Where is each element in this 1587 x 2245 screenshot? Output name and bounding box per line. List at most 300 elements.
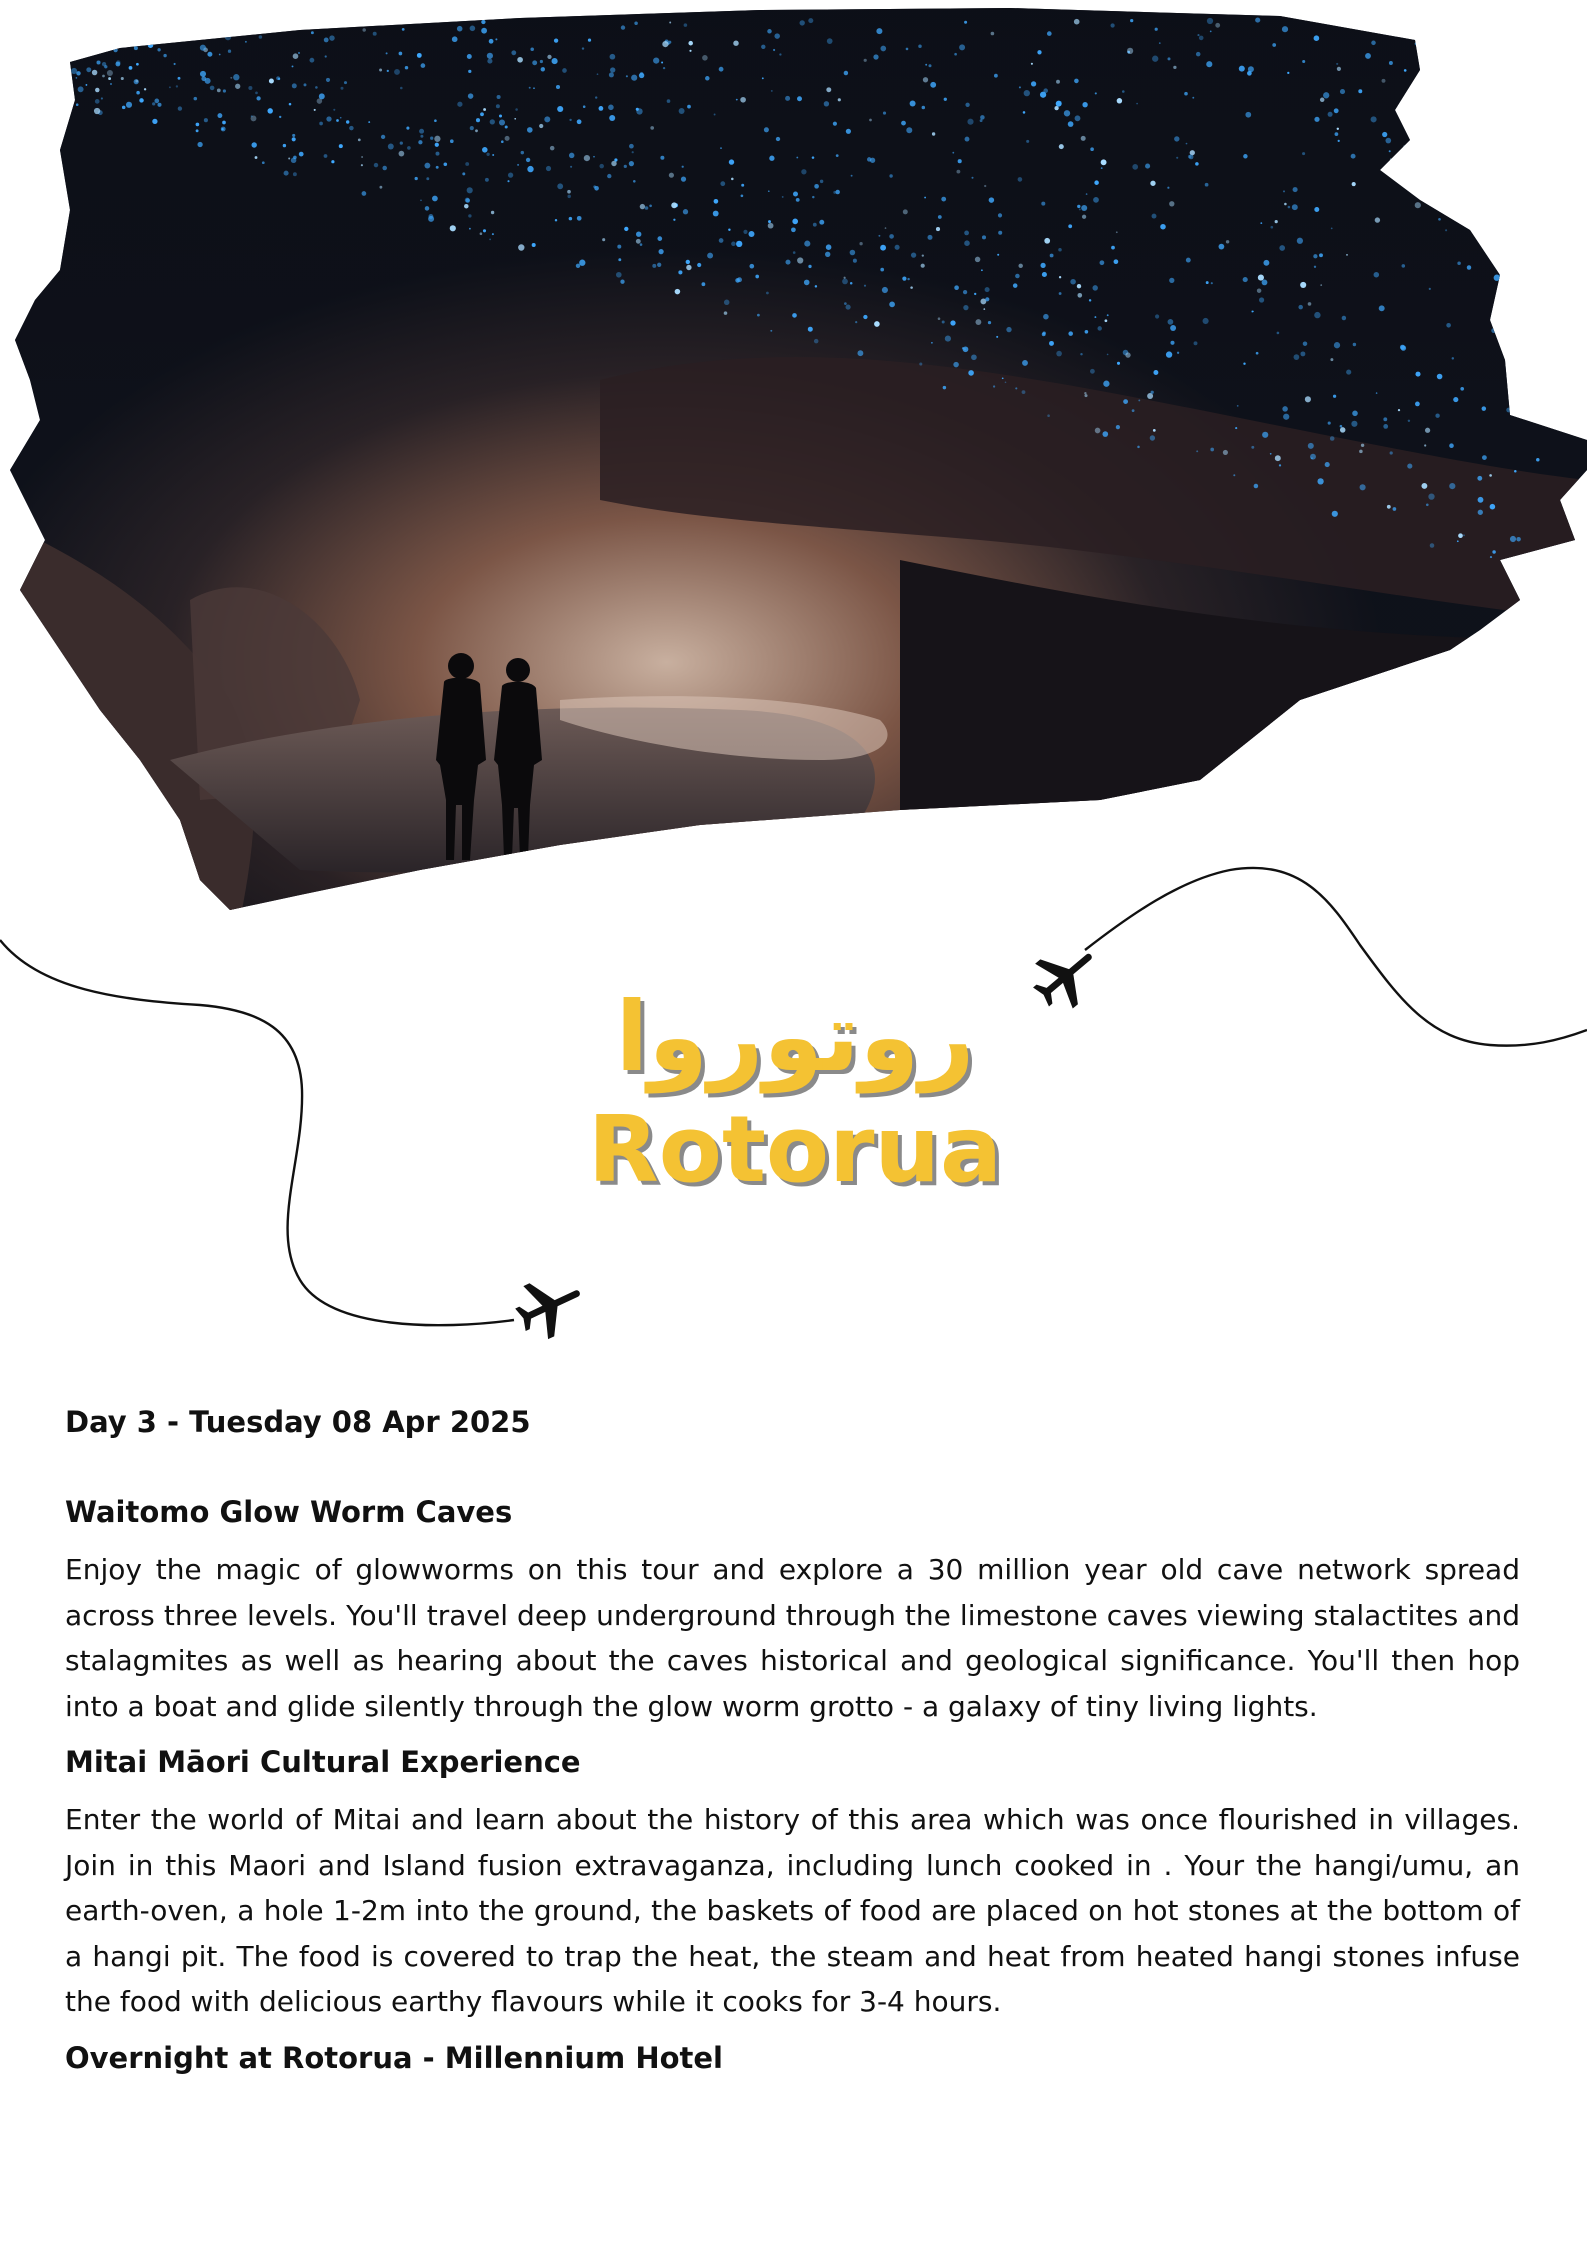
glowworm-light [885,227,887,229]
glowworm-light [928,64,931,67]
glowworm-light [248,86,252,90]
glowworm-light [705,76,710,81]
glowworm-light [293,156,297,160]
glowworm-light [1210,31,1212,33]
glowworm-light [1514,470,1517,473]
glowworm-light [1255,18,1260,23]
glowworm-light [579,260,585,266]
glowworm-light [1337,67,1341,71]
glowworm-light [1059,276,1061,278]
glowworm-light [883,112,886,115]
glowworm-light [921,264,925,268]
glowworm-light [749,231,755,237]
glowworm-light [247,30,252,35]
glowworm-light [998,213,1002,217]
glowworm-light [826,87,831,92]
glowworm-light [1457,540,1459,542]
glowworm-light [1510,536,1516,542]
glowworm-light [922,254,924,256]
glowworm-light [1022,360,1028,366]
glowworm-light [547,55,551,59]
glowworm-light [495,38,497,40]
glowworm-light [1243,277,1248,282]
glowworm-light [1332,511,1338,517]
glowworm-light [204,118,208,122]
glowworm-light [971,177,973,179]
glowworm-light [1535,315,1541,321]
glowworm-light [994,74,998,78]
glowworm-light [499,119,505,125]
glowworm-light [996,336,998,338]
glowworm-light [1159,42,1161,44]
glowworm-light [489,39,494,44]
glowworm-light [645,206,649,210]
glowworm-light [1460,387,1464,391]
glowworm-light [299,152,304,157]
glowworm-light [804,241,810,247]
glowworm-light [1085,330,1089,334]
glowworm-light [588,38,591,41]
glowworm-light [1320,284,1322,286]
glowworm-light [1390,451,1393,454]
glowworm-light [902,277,906,281]
glowworm-light [1169,201,1174,206]
glowworm-light [394,69,400,75]
glowworm-light [702,55,708,61]
glowworm-light [1190,150,1195,155]
glowworm-light [1155,28,1158,31]
glowworm-light [511,50,516,55]
glowworm-light [444,163,448,167]
glowworm-light [1491,328,1496,333]
glowworm-light [467,187,473,193]
glowworm-light [482,147,488,153]
glowworm-light [1374,272,1380,278]
glowworm-light [1153,370,1158,375]
glowworm-light [491,211,494,214]
glowworm-light [570,166,572,168]
glowworm-light [293,53,299,59]
glowworm-light [157,103,161,107]
glowworm-light [889,234,894,239]
glowworm-light [532,243,536,247]
glowworm-light [1300,351,1305,356]
glowworm-light [1279,464,1281,466]
glowworm-light [415,177,418,180]
glowworm-light [1111,246,1115,250]
glowworm-light [1449,443,1454,448]
glowworm-light [593,156,595,158]
glowworm-light [554,38,558,42]
glowworm-light [85,84,87,86]
glowworm-light [779,53,781,55]
glowworm-light [1420,17,1425,22]
glowworm-light [486,153,489,156]
glowworm-light [1005,381,1007,383]
glowworm-light [62,62,66,66]
glowworm-light [938,317,941,320]
glowworm-light [340,117,342,119]
glowworm-light [219,54,221,56]
glowworm-light [652,264,656,268]
glowworm-light [358,139,361,142]
glowworm-light [776,137,780,141]
glowworm-light [480,112,484,116]
glowworm-light [1497,129,1500,132]
glowworm-light [386,52,388,54]
glowworm-light [683,209,688,214]
glowworm-light [1254,484,1259,489]
glowworm-light [1489,474,1492,477]
glowworm-light [1006,327,1011,332]
glowworm-light [1365,53,1371,59]
glowworm-light [944,98,947,101]
glowworm-light [256,96,260,100]
glowworm-light [1090,147,1094,151]
glowworm-light [1196,52,1201,57]
glowworm-light [729,159,734,164]
glowworm-light [1170,325,1176,331]
glowworm-light [210,86,215,91]
glowworm-light [1340,89,1345,94]
glowworm-light [981,269,983,271]
glowworm-light [938,215,942,219]
glowworm-light [1123,399,1128,404]
glowworm-light [889,302,895,308]
glowworm-light [1499,274,1502,277]
glowworm-light [144,88,146,90]
glowworm-light [1352,411,1358,417]
glowworm-light [94,108,100,114]
glowworm-light [964,21,967,24]
glowworm-light [1385,138,1391,144]
glowworm-light [1509,327,1512,330]
glowworm-light [1013,283,1018,288]
glowworm-light [121,77,124,80]
glowworm-light [1303,341,1308,346]
glowworm-light [304,83,307,86]
glowworm-light [223,89,226,92]
glowworm-light [148,42,153,47]
glowworm-light [689,50,691,52]
glowworm-light [483,108,486,111]
glowworm-light [766,292,769,295]
glowworm-light [952,152,954,154]
glowworm-light [190,25,194,29]
glowworm-light [846,305,851,310]
glowworm-light [1233,474,1235,476]
glowworm-light [288,158,290,160]
glowworm-light [982,235,986,239]
glowworm-light [152,119,157,124]
glowworm-light [1105,319,1108,322]
glowworm-light [964,231,969,236]
glowworm-light [432,196,438,202]
glowworm-light [476,118,480,122]
glowworm-light [1116,425,1120,429]
glowworm-light [400,141,403,144]
glowworm-light [492,154,494,156]
glowworm-light [1197,34,1199,36]
glowworm-light [326,78,330,82]
glowworm-light [1043,314,1049,320]
glowworm-light [101,97,103,99]
glowworm-light [616,272,622,278]
glowworm-light [1107,314,1109,316]
glowworm-light [720,147,722,149]
glowworm-light [1262,279,1268,285]
glowworm-light [1166,351,1172,357]
glowworm-light [792,313,797,318]
glowworm-light [720,181,725,186]
glowworm-light [1305,396,1311,402]
glowworm-light [1302,60,1305,63]
glowworm-light [669,173,674,178]
glowworm-light [1177,352,1179,354]
glowworm-light [1292,204,1298,210]
glowworm-light [764,127,769,132]
overnight-info: Overnight at Rotorua - Millennium Hotel [65,2040,723,2075]
glowworm-light [98,23,103,28]
glowworm-light [293,172,297,176]
glowworm-light [1194,341,1198,345]
glowworm-light [774,33,780,39]
glowworm-light [1270,453,1272,455]
glowworm-light [462,172,465,175]
glowworm-light [1058,248,1062,252]
glowworm-light [533,87,535,89]
glowworm-light [1189,155,1194,160]
glowworm-light [103,43,106,46]
glowworm-light [197,34,199,36]
glowworm-light [993,385,995,387]
glowworm-light [931,342,933,344]
glowworm-light [465,198,470,203]
glowworm-light [255,156,258,159]
glowworm-light [361,164,363,166]
glowworm-light [468,214,471,217]
glowworm-light [311,31,314,34]
glowworm-light [878,235,880,237]
glowworm-light [844,302,847,305]
glowworm-light [1495,69,1497,71]
glowworm-light [620,280,624,284]
glowworm-light [607,174,611,178]
glowworm-light [157,48,160,51]
glowworm-light [1103,381,1109,387]
glowworm-light [959,44,965,50]
glowworm-light [1153,429,1156,432]
glowworm-light [178,77,181,80]
glowworm-light [1342,316,1346,320]
glowworm-light [911,252,916,257]
glowworm-light [923,77,928,82]
glowworm-light [1138,399,1140,401]
glowworm-light [136,91,140,95]
glowworm-light [116,60,120,64]
glowworm-light [163,54,166,57]
glowworm-light [1059,144,1064,149]
glowworm-light [1383,424,1388,429]
glowworm-light [174,63,176,65]
glowworm-light [640,204,645,209]
glowworm-light [107,34,112,39]
glowworm-light [289,103,292,106]
glowworm-light [684,23,688,27]
glowworm-light [808,18,813,23]
glowworm-light [1226,240,1229,243]
glowworm-light [1495,102,1499,106]
glowworm-light [550,146,555,151]
glowworm-light [1068,331,1073,336]
glowworm-light [1150,181,1155,186]
glowworm-light [1330,436,1335,441]
glowworm-light [1491,200,1495,204]
glowworm-light [673,219,675,221]
glowworm-light [679,108,685,114]
glowworm-light [529,87,531,89]
glowworm-light [134,46,138,50]
glowworm-light [1023,111,1026,114]
glowworm-light [687,105,691,109]
glowworm-light [368,121,370,123]
glowworm-light [1490,504,1496,510]
glowworm-light [1137,446,1140,449]
glowworm-light [636,239,641,244]
glowworm-light [629,161,634,166]
glowworm-light [532,60,537,65]
glowworm-light [1152,56,1158,62]
glowworm-light [424,163,430,169]
glowworm-light [1031,63,1033,65]
glowworm-light [259,35,263,39]
glowworm-light [609,72,614,77]
glowworm-light [662,41,668,47]
glowworm-light [1408,420,1410,422]
glowworm-light [465,162,469,166]
glowworm-light [1383,417,1387,421]
glowworm-light [225,36,227,38]
glowworm-light [1186,258,1191,263]
glowworm-light [768,190,770,192]
glowworm-light [435,143,439,147]
glowworm-light [1173,66,1176,69]
glowworm-light [584,155,590,161]
glowworm-light [714,199,719,204]
glowworm-light [1097,326,1101,330]
glowworm-light [1407,464,1412,469]
glowworm-light [671,202,677,208]
glowworm-light [419,129,424,134]
glowworm-light [1333,395,1336,398]
glowworm-light [965,103,969,107]
glowworm-light [844,71,848,75]
glowworm-light [1100,260,1105,265]
glowworm-light [1533,143,1537,147]
glowworm-light [95,99,100,104]
glowworm-light [626,75,628,77]
glowworm-light [201,76,206,81]
glowworm-light [1512,205,1514,207]
glowworm-light [1298,305,1303,310]
glowworm-light [88,38,92,42]
glowworm-light [1054,106,1058,110]
glowworm-light [1314,207,1319,212]
glowworm-light [86,67,91,72]
glowworm-light [544,116,550,122]
glowworm-light [1102,431,1108,437]
glowworm-light [713,211,719,217]
glowworm-light [577,216,582,221]
glowworm-light [624,227,628,231]
glowworm-light [245,41,247,43]
glowworm-light [1417,122,1422,127]
glowworm-light [971,354,977,360]
glowworm-light [800,20,805,25]
glowworm-light [122,106,126,110]
glowworm-light [827,38,833,44]
glowworm-light [1079,208,1081,210]
glowworm-light [1467,45,1472,50]
glowworm-light [1282,406,1288,412]
glowworm-light [1170,341,1174,345]
glowworm-light [71,34,74,37]
glowworm-light [1210,448,1214,452]
glowworm-light [1150,435,1155,440]
glowworm-light [833,191,836,194]
glowworm-light [1263,260,1269,266]
glowworm-light [1331,228,1333,230]
glowworm-light [1235,427,1237,429]
glowworm-light [1336,63,1338,65]
glowworm-light [941,197,946,202]
glowworm-light [844,277,846,279]
glowworm-light [833,122,837,126]
glowworm-light [292,137,296,141]
glowworm-light [650,126,654,130]
glowworm-light [1042,272,1047,277]
glowworm-light [1277,332,1280,335]
glowworm-light [614,158,617,161]
glowworm-light [640,243,643,246]
glowworm-light [1467,167,1469,169]
glowworm-light [988,321,991,324]
glowworm-light [1270,226,1273,229]
glowworm-light [653,57,659,63]
glowworm-light [222,121,226,125]
glowworm-light [76,103,79,106]
glowworm-light [399,52,403,56]
glowworm-light [906,48,909,51]
glowworm-light [1375,217,1380,222]
glowworm-light [984,185,986,187]
glowworm-light [546,166,551,171]
glowworm-light [418,140,422,144]
glowworm-light [608,104,614,110]
glowworm-light [942,321,945,324]
glowworm-light [1223,450,1228,455]
glowworm-light [1527,88,1532,93]
glowworm-light [1328,422,1331,425]
glowworm-light [452,36,458,42]
glowworm-light [621,25,625,29]
glowworm-light [221,127,226,132]
glowworm-light [1110,23,1114,27]
glowworm-light [110,83,112,85]
glowworm-light [1382,79,1386,83]
glowworm-light [122,38,125,41]
glowworm-light [379,186,382,189]
